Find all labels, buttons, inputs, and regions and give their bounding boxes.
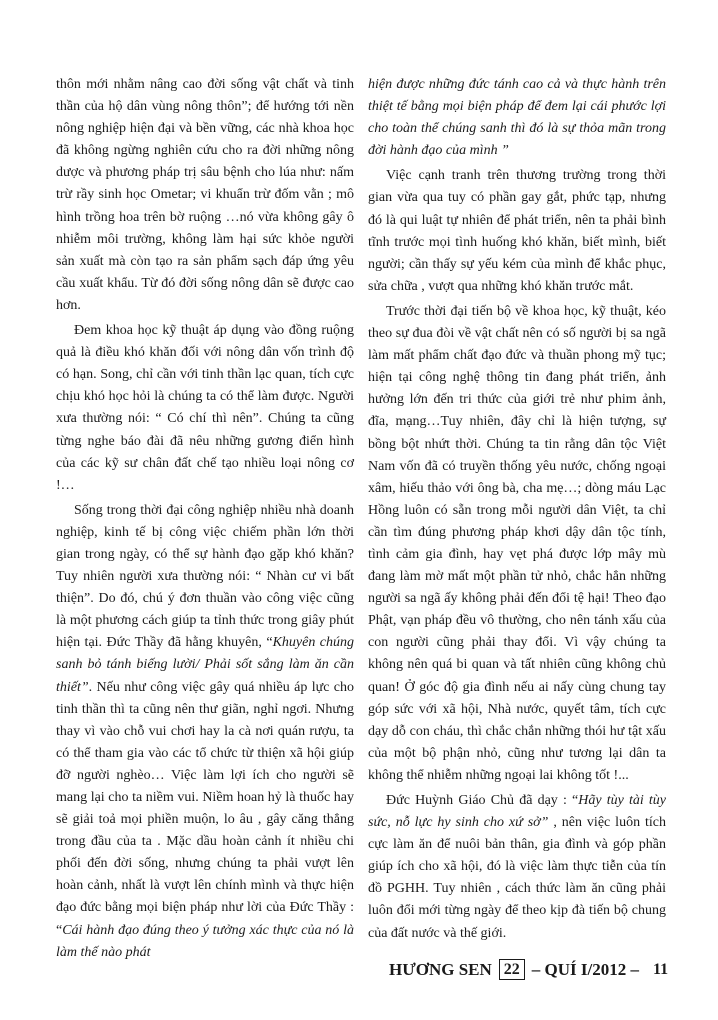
quote-continued: [368, 74, 666, 162]
page-footer: [389, 959, 668, 980]
quote-text: Cái hành đạo đúng theo ý tưởng xác thực của nó là làm thế nào phát: [56, 922, 354, 960]
paragraph-text: . Nếu như công việc gây quá nhiều áp lực cho tinh thần thì ta cũng nên thư giãn, nghỉ ngơi. Nhưng thay vì vào chỗ vui chơi hay la cà nơi quán rượu, ta có thể tham gia vào các tổ chức từ thiện xã hội giúp đỡ người nghèo… Việc làm lợi ích cho người sẽ mang lại cho ta niềm vui. Niềm hoan hỷ là thuốc hay sẽ giải toả mọi phiền muộn, lo âu , gây căng thẳng trong đầu của ta . Mặc dầu hoàn cảnh ít nhiều chi phối đến đời sống, nhưng chúng ta phải vượt lên hoàn cảnh, nhất là vượt lên chính mình và thực hiện đạo đức bằng mọi biện pháp như lời của Đức Thầy : “: [56, 679, 354, 938]
issue-quarter: – QUÍ I/2012 –: [531, 959, 640, 979]
paragraph: Việc cạnh tranh trên thương trường trong thời gian vừa qua tuy có phần gay gắt, phức tạp, nhưng đó là qui luật tự nhiên để phát triển, nên ta phải bình tĩnh trước mọi tình huống khó khăn, biết mình, biết người; cần thấy sự yếu kém của mình để khắc phục, sửa chữa , vượt qua những khó khăn trước mắt.: [368, 168, 666, 294]
paragraph: [368, 790, 666, 945]
quote-text: Hãy tùy tài tùy sức, nỗ lực hy sinh cho xứ sở”: [368, 793, 667, 831]
paragraph-text: Sống trong thời đại công nghiệp nhiều nhà doanh nghiệp, kinh tế bị công việc chiếm phần lớn thời gian trong ngày, có thể sự hành đạo gặp khó khăn? Tuy nhiên người xưa thường nói: “ Nhàn cư vi bất thiện”. Do đó, chú ý đơn thuần vào công việc cũng là một phương cách giúp ta tỉnh thức trong giây phút hiện tại. Đức Thầy đã hằng khuyên, “: [56, 502, 354, 651]
paragraph-text: , nên việc luôn tích cực làm ăn để nuôi bản thân, gia đình và góp phần giúp ích cho xã hội, đó là việc làm thực tiễn của tín đồ PGHH. Tuy nhiên , cách thức làm ăn cũng phải luôn đổi mới từng ngày để theo kịp đà tiến bộ chung của đất nước và thế giới.: [368, 815, 666, 941]
left-column: [56, 74, 354, 964]
magazine-title: HƯƠNG SEN: [389, 959, 492, 979]
page-number: 11: [653, 960, 669, 978]
paragraph: Trước thời đại tiến bộ về khoa học, kỹ thuật, kéo theo sự đua đòi về vật chất nên có số người bị sa ngã làm mất phẩm chất đạo đức và thuần phong mỹ tục; hiện tại công nghệ thông tin đang phát triển, ảnh hưởng lớn đến tri thức của giới trẻ như phim ảnh, đĩa, mạng…Tuy nhiên, đây chỉ là hiện tượng, sự bồng bột nhứt thời. Chúng ta tin rằng dân tộc Việt Nam vốn đã có truyền thống yêu nước, chống ngoại xâm, hiếu thảo với ông bà, cha mẹ…; dòng máu Lạc Hồng luôn có sẵn trong mỗi người dân Việt, ta chỉ cần tìm đúng phương pháp khơi dậy dân tộc tính, tình cảm gia đình, hay vẹt phá được lớp mây mù đang làm mờ mất một phần tử nhỏ, chắc hẳn những người sa ngã ấy không phải đến đổi tệ hại! Theo đạo Phật, vạn pháp đều vô thường, cho nên tánh xấu của con người cũng phải thay đổi. Vì vậy chúng ta không nên quá bi quan và tất nhiên cũng không chủ quan! Ở góc độ gia đình nếu ai nấy cùng chung tay góp sức với xã hội, Nhà nước, quyết tâm, tích cực dạy dỗ con cháu, thì chắc chắn những thói hư tật xấu của một bộ phận nhỏ, cũng như tương lại dân ta không thể nhiễm những ngoại lai không tốt !...: [368, 303, 666, 783]
paragraph: [56, 500, 354, 964]
paragraph-continued: thôn mới nhằm nâng cao đời sống vật chất và tinh thần của hộ dân vùng nông thôn”; để hướng tới nền nông nghiệp hiện đại và bền vững, các nhà khoa học đã không ngừng nghiên cứu cho ra đời những nông dược và phương pháp trị sâu bệnh cho lúa như: nấm trừ rầy sinh học Ometar; vi khuẩn trừ đốm vằn ; mô hình trồng hoa trên bờ ruộng …nó vừa không gây ô nhiễm môi trường, không làm hại sức khỏe người sản xuất mà còn tạo ra sản phẩm sạch đáp ứng yêu cầu xuất khẩu. Từ đó đời sống nông dân sẽ được cao hơn.: [56, 77, 354, 313]
right-column: [368, 74, 666, 945]
paragraph: Đem khoa học kỹ thuật áp dụng vào đồng ruộng quả là điều khó khăn đối với nông dân vốn trình độ có hạn. Song, chỉ cần với tinh thần lạc quan, tích cực chịu khó học hỏi là chúng ta có thể làm được. Người xưa thường nói: “ Có chí thì nên”. Chúng ta cũng từng nghe báo đài đã nêu những gương điển hình của các kỹ sư chân đất chế tạo nhiều loại nông cơ !…: [56, 323, 354, 493]
quote-text: Khuyên chúng sanh bỏ tánh biếng lười/ Phải sốt sắng làm ăn cần thiết”: [56, 635, 354, 695]
issue-number-box: 22: [499, 959, 525, 980]
paragraph-text: Đức Huỳnh Giáo Chủ đã dạy : “: [386, 793, 579, 808]
quote-text: hiện được những đức tánh cao cả và thực hành trên thiệt tế bằng mọi biện pháp để đem lại cái phước lợi cho toàn thể chúng sanh thì đó là sự thỏa mãn trong đời hành đạo của mình ”: [368, 77, 666, 159]
